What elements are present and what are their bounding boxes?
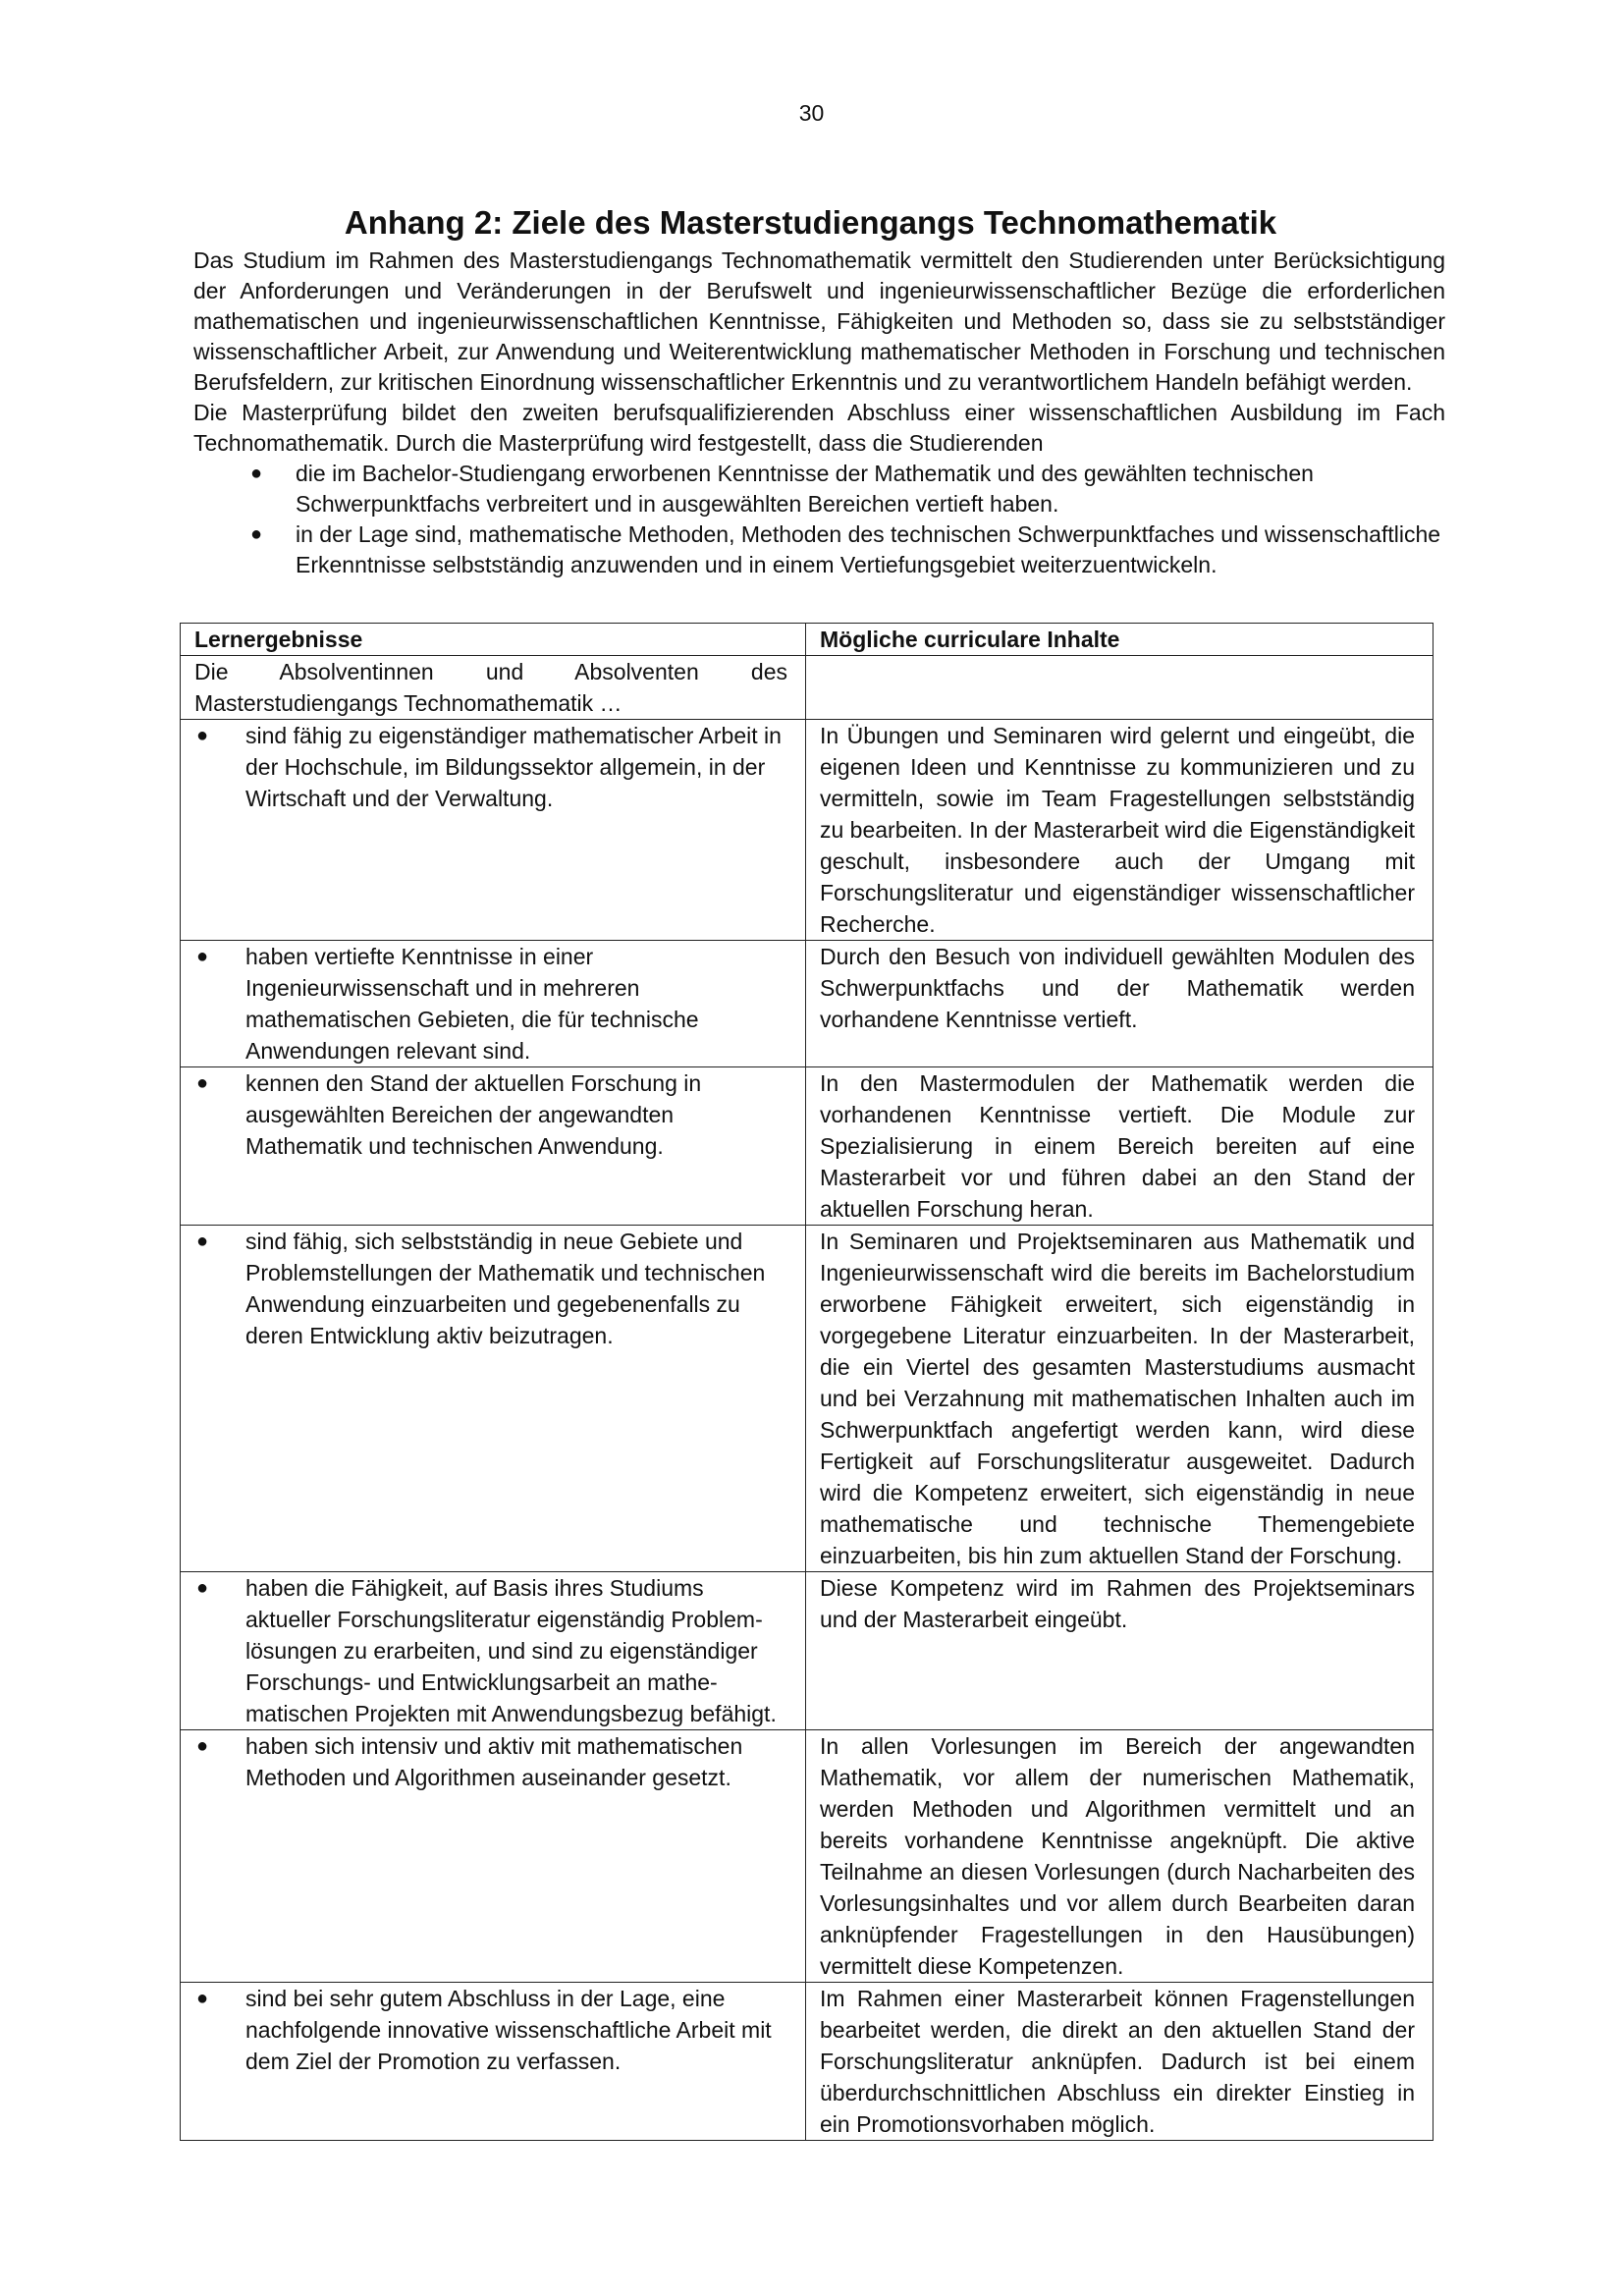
intro-bullet-item xyxy=(193,519,1445,580)
outcome-text: sind bei sehr gutem Abschluss in der Lage, eine nachfolgende innovative wissenschaftliche Arbeit mit dem Ziel der Promotion zu verfassen. xyxy=(245,1986,772,2074)
column-header-outcomes: Lernergebnisse xyxy=(181,624,806,656)
bullet-icon: ● xyxy=(196,725,209,746)
bullet-icon: ● xyxy=(196,1577,209,1599)
outcome-text: haben die Fähigkeit, auf Basis ihres Studiums aktueller Forschungsliteratur eigenständig Problemlösungen zu erarbeiten, und sind zu eigenständiger Forschungs- und Entwicklungsarbeit an mathematischen Projekten mit Anwendungsbezug befähigt. xyxy=(245,1575,777,1726)
page-title: Anhang 2: Ziele des Masterstudiengangs Technomathematik xyxy=(344,204,1277,241)
table-row xyxy=(181,1067,1434,1226)
outcome-cell xyxy=(181,1572,806,1730)
content-cell: In Übungen und Seminaren wird gelernt und eingeübt, die eigenen Ideen und Kenntnisse zu kommunizieren und zu vermitteln, sowie im Team Fragestellungen selbstständig zu bearbeiten. In der Masterarbeit wird die Eigenständigkeit geschult, insbesondere auch der Umgang mit Forschungsliteratur und eigenständiger wissenschaftlicher Recherche. xyxy=(806,720,1434,941)
outcome-text: sind fähig, sich selbstständig in neue Gebiete und Problemstellungen der Mathematik und technischen Anwendung einzuarbeiten und gegebenenfalls zu deren Entwicklung aktiv beizutragen. xyxy=(245,1229,766,1348)
outcome-text: kennen den Stand der aktuellen Forschung in ausgewählten Bereichen der angewandten Mathematik und technischen Anwendung. xyxy=(245,1070,702,1159)
outcome-text: haben sich intensiv und aktiv mit mathematischen Methoden und Algorithmen auseinander gesetzt. xyxy=(245,1733,743,1790)
table-row xyxy=(181,1572,1434,1730)
outcome-cell xyxy=(181,1067,806,1226)
table-row xyxy=(181,941,1434,1067)
column-header-content: Mögliche curriculare Inhalte xyxy=(806,624,1434,656)
outcome-cell xyxy=(181,941,806,1067)
outcome-text: haben vertiefte Kenntnisse in einer Ingenieurwissenschaft und in mehreren mathematischen Gebieten, die für technische Anwendungen relevant sind. xyxy=(245,944,699,1064)
outcome-text: sind fähig zu eigenständiger mathematischer Arbeit in der Hochschule, im Bildungssektor allgemein, in der Wirtschaft und der Verwaltung. xyxy=(245,723,782,811)
bullet-icon: ● xyxy=(196,1735,209,1757)
page-number: 30 xyxy=(798,100,825,126)
table-row xyxy=(181,1730,1434,1983)
intro-bullet-item xyxy=(193,459,1445,519)
table-intro-cell: Die Absolventinnen und Absolventen des Masterstudiengangs Technomathematik … xyxy=(181,656,806,720)
content-cell: Durch den Besuch von individuell gewählten Modulen des Schwerpunktfachs und der Mathematik werden vorhandene Kenntnisse vertieft. xyxy=(806,941,1434,1067)
table-empty-cell xyxy=(806,656,1434,720)
table-header-row xyxy=(181,624,1434,656)
outcome-cell xyxy=(181,1730,806,1983)
table-row xyxy=(181,720,1434,941)
table-intro-row xyxy=(181,656,1434,720)
bullet-icon: ● xyxy=(196,946,209,967)
outcome-cell xyxy=(181,720,806,941)
table-row xyxy=(181,1226,1434,1572)
outcome-cell xyxy=(181,1226,806,1572)
bullet-icon: ● xyxy=(250,463,263,484)
outcome-cell xyxy=(181,1983,806,2141)
intro-bullet-text: in der Lage sind, mathematische Methoden, Methoden des technischen Schwerpunktfaches und wissenschaftliche Erkenntnisse selbstständig anzuwenden und in einem Vertiefungsgebiet weiterzuentwickeln. xyxy=(296,521,1441,577)
learning-outcomes-table xyxy=(180,623,1434,2141)
content-cell: Diese Kompetenz wird im Rahmen des Projektseminars und der Masterarbeit eingeübt. xyxy=(806,1572,1434,1730)
content-cell: In den Mastermodulen der Mathematik werden die vorhandenen Kenntnisse vertieft. Die Module zur Spezialisierung in einem Bereich bereiten auf eine Masterarbeit vor und führen dabei an den Stand der aktuellen Forschung heran. xyxy=(806,1067,1434,1226)
intro-bullet-text: die im Bachelor-Studiengang erworbenen Kenntnisse der Mathematik und des gewählten technischen Schwerpunktfachs verbreitert und in ausgewählten Bereichen vertieft haben. xyxy=(296,461,1314,517)
bullet-icon: ● xyxy=(196,1072,209,1094)
content-cell: In Seminaren und Projektseminaren aus Mathematik und Ingenieurwissenschaft wird die bereits im Bachelorstudium erworbene Fähigkeit erweitert, sich eigenständig in vorgegebene Literatur einzuarbeiten. In der Masterarbeit, die ein Viertel des gesamten Masterstudiums ausmacht und bei Verzahnung mit mathematischen Inhalten auch im Schwerpunktfach angefertigt werden kann, wird diese Fertigkeit auf Forschungsliteratur ausgeweitet. Dadurch wird die Kompetenz erweitert, sich eigenständig in neue mathematische und technische Themengebiete einzuarbeiten, bis hin zum aktuellen Stand der Forschung. xyxy=(806,1226,1434,1572)
intro-bullet-list xyxy=(193,459,1445,580)
content-cell: Im Rahmen einer Masterarbeit können Fragenstellungen bearbeitet werden, die direkt an den aktuellen Stand der Forschungsliteratur anknüpfen. Dadurch ist bei einem überdurchschnittlichen Abschluss ein direkter Einstieg in ein Promotionsvorhaben möglich. xyxy=(806,1983,1434,2141)
intro-paragraph-2: Die Masterprüfung bildet den zweiten berufsqualifizierenden Abschluss einer wissenschaftlichen Ausbildung im Fach Technomathematik. Durch die Masterprüfung wird festgestellt, dass die Studierenden xyxy=(193,400,1445,456)
table-row xyxy=(181,1983,1434,2141)
intro-paragraph-1: Das Studium im Rahmen des Masterstudiengangs Technomathematik vermittelt den Studierenden unter Berücksichtigung der Anforderungen und Veränderungen in der Berufswelt und ingenieurwissenschaftlicher Bezüge die erforderlichen mathematischen und ingenieurwissenschaftlichen Kenntnisse, Fähigkeiten und Methoden so, dass sie zu selbstständiger wissenschaftlicher Arbeit, zur Anwendung und Weiterentwicklung mathematischer Methoden in Forschung und technischen Berufsfeldern, zur kritischen Einordnung wissenschaftlicher Erkenntnis und zu verantwortlichem Handeln befähigt werden. xyxy=(193,247,1445,395)
bullet-icon: ● xyxy=(196,1988,209,2009)
intro-section xyxy=(193,246,1445,580)
bullet-icon: ● xyxy=(196,1230,209,1252)
content-cell: In allen Vorlesungen im Bereich der angewandten Mathematik, vor allem der numerischen Mathematik, werden Methoden und Algorithmen vermittelt und an bereits vorhandene Kenntnisse angeknüpft. Die aktive Teilnahme an diesen Vorlesungen (durch Nacharbeiten des Vorlesungsinhaltes und vor allem durch Bearbeiten daran anknüpfender Fragestellungen in den Hausübungen) vermittelt diese Kompetenzen. xyxy=(806,1730,1434,1983)
bullet-icon: ● xyxy=(250,523,263,545)
